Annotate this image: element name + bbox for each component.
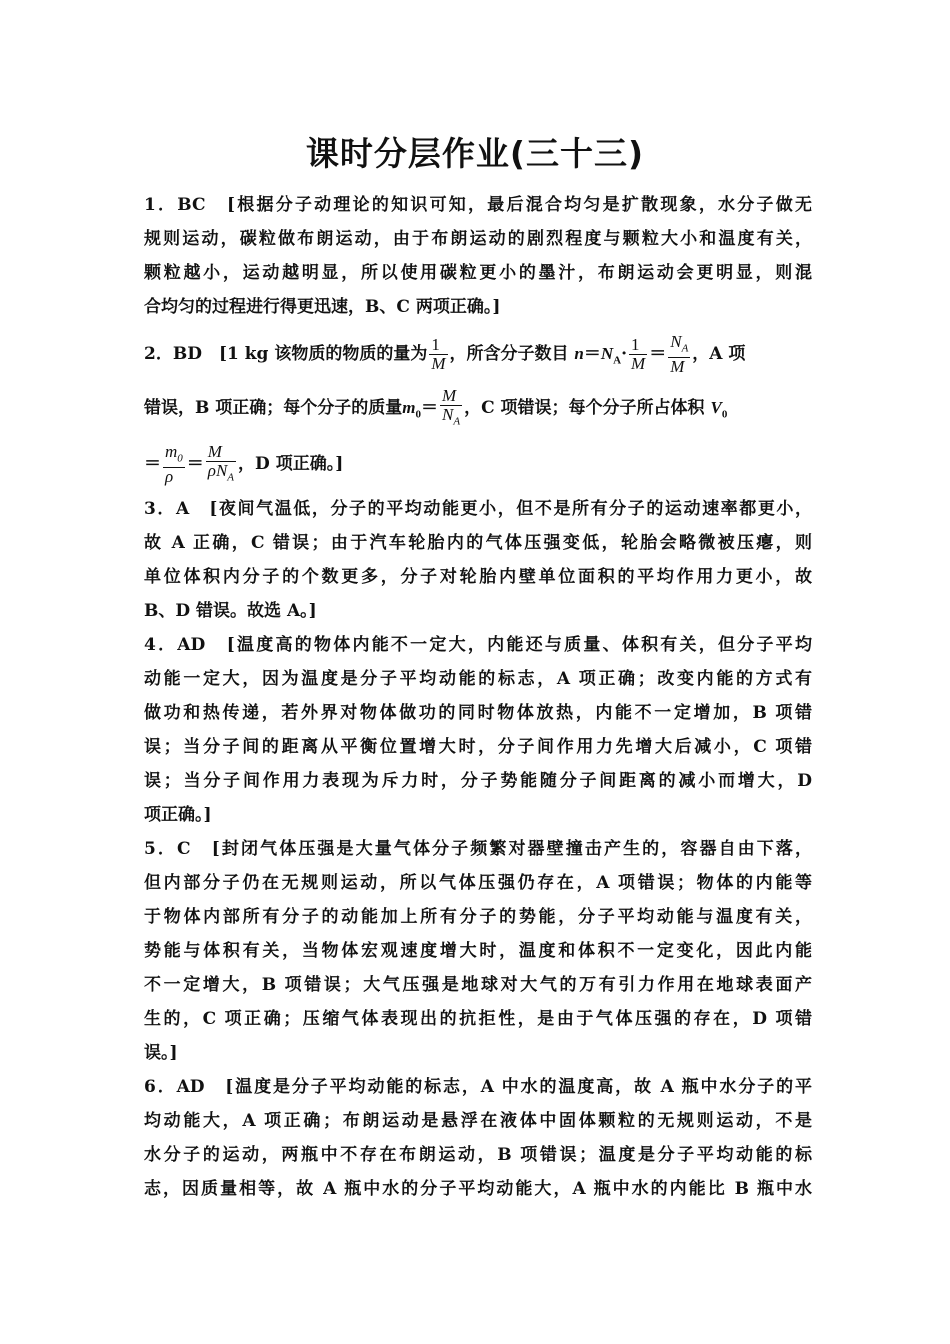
text-segment: 2．BD [1 kg 该物质的物质的量为 xyxy=(144,344,428,364)
subscript-0: 0 xyxy=(415,408,422,421)
equals-sign: ＝ xyxy=(649,344,667,364)
text-line: 但内部分子仍在无规则运动，所以气体压强仍存在，A 项错误；物体的内能等 xyxy=(144,873,812,893)
text-line: 误；当分子间的距离从平衡位置增大时，分子间作用力先增大后减小，C 项错 xyxy=(144,737,812,757)
text-line: 项正确。] xyxy=(144,805,212,825)
symbol-n: n xyxy=(574,344,584,363)
subscript-A: A xyxy=(613,354,622,367)
symbol-N: N xyxy=(600,344,614,363)
fraction-NA-over-M: $\frac{N_A}{M}$ xyxy=(670,331,689,377)
text-line: 做功和热传递，若外界对物体做功的同时物体放热，内能不一定增加，B 项错 xyxy=(144,703,812,723)
text-line: 1．BC [根据分子动理论的知识可知，最后混合均匀是扩散现象，水分子做无 xyxy=(144,195,812,215)
text-segment: ，D 项正确。] xyxy=(238,454,344,474)
answer-item-3 xyxy=(144,492,812,628)
fraction-m0-over-rho: $\frac{m_0}{\rho}$ xyxy=(165,441,183,487)
text-line: 颗粒越小，运动越明显，所以使用碳粒更小的墨汁，布朗运动会更明显，则混 xyxy=(144,263,812,283)
equals-sign: ＝ xyxy=(583,344,601,364)
text-line: 生的，C 项正确；压缩气体表现出的抗拒性，是由于气体压强的存在，D 项错 xyxy=(144,1009,812,1029)
answer-item-5 xyxy=(144,832,812,1070)
text-line: 势能与体积有关，当物体宏观速度增大时，温度和体积不一定变化，因此内能 xyxy=(144,941,812,961)
text-line: 单位体积内分子的个数更多，分子对轮胎内壁单位面积的平均作用力更小，故 xyxy=(144,567,812,587)
answer-body xyxy=(144,188,812,1206)
answer-item-1 xyxy=(144,188,812,324)
dot-operator: · xyxy=(621,344,628,364)
text-line: 水分子的运动，两瓶中不存在布朗运动，B 项错误；温度是分子平均动能的标 xyxy=(144,1145,812,1165)
text-line: 规则运动，碳粒做布朗运动，由于布朗运动的剧烈程度与颗粒大小和温度有关， xyxy=(144,229,812,249)
equals-sign: ＝ xyxy=(186,454,204,474)
formula-line xyxy=(144,380,812,436)
text-segment: ，A 项 xyxy=(692,344,746,364)
text-segment: ，C 项错误；每个分子所占体积 xyxy=(464,398,705,418)
page-title: 课时分层作业(三十三) xyxy=(305,134,645,173)
text-segment: 错误，B 项正确；每个分子的质量 xyxy=(144,398,403,418)
text-line: 均动能大，A 项正确；布朗运动是悬浮在液体中固体颗粒的无规则运动，不是 xyxy=(144,1111,812,1131)
equals-sign: ＝ xyxy=(421,398,439,418)
text-line: 误；当分子间作用力表现为斥力时，分子势能随分子间距离的减小而增大，D xyxy=(144,771,812,791)
text-line: B、D 错误。故选 A。] xyxy=(144,601,317,621)
text-line: 不一定增大，B 项错误；大气压强是地球对大气的万有引力作用在地球表面产 xyxy=(144,975,812,995)
fraction-1-over-M: $\frac{1}{M}$ xyxy=(631,335,646,373)
text-segment: ，所含分子数目 xyxy=(449,344,569,364)
answer-item-6 xyxy=(144,1070,812,1206)
fraction-M-over-rhoNA: $\frac{M}{\rho N_A}$ xyxy=(207,441,235,484)
answer-item-2 xyxy=(144,328,812,492)
text-line: 合均匀的过程进行得更迅速，B、C 两项正确。] xyxy=(144,297,501,317)
symbol-m: m xyxy=(402,398,416,417)
text-line: 志，因质量相等，故 A 瓶中水的分子平均动能大，A 瓶中水的内能比 B 瓶中水 xyxy=(144,1179,812,1199)
text-line: 6．AD [温度是分子平均动能的标志，A 中水的温度高，故 A 瓶中水分子的平 xyxy=(144,1077,812,1097)
text-line: 3．A [夜间气温低，分子的平均动能更小，但不是所有分子的运动速率都更小， xyxy=(144,499,812,519)
text-line: 于物体内部所有分子的动能加上所有分子的势能，分子平均动能与温度有关， xyxy=(144,907,812,927)
symbol-V: V xyxy=(710,398,722,417)
text-line: 4．AD [温度高的物体内能不一定大，内能还与质量、体积有关，但分子平均 xyxy=(144,635,812,655)
fraction-M-over-NA: $\frac{M}{N_A}$ xyxy=(442,385,461,428)
subscript-0: 0 xyxy=(721,408,728,421)
text-line: 5．C [封闭气体压强是大量气体分子频繁对器壁撞击产生的，容器自由下落， xyxy=(144,839,812,859)
fraction-1-over-M: $\frac{1}{M}$ xyxy=(431,335,446,373)
text-line: 动能一定大，因为温度是分子平均动能的标志，A 项正确；改变内能的方式有 xyxy=(144,669,812,689)
text-line: 故 A 正确，C 错误；由于汽车轮胎内的气体压强变低，轮胎会略微被压瘪，则 xyxy=(144,533,812,553)
text-line: 误。] xyxy=(144,1043,178,1063)
answer-item-4 xyxy=(144,628,812,832)
formula-line xyxy=(144,328,812,380)
formula-line xyxy=(144,436,812,492)
equals-sign: ＝ xyxy=(144,454,161,474)
